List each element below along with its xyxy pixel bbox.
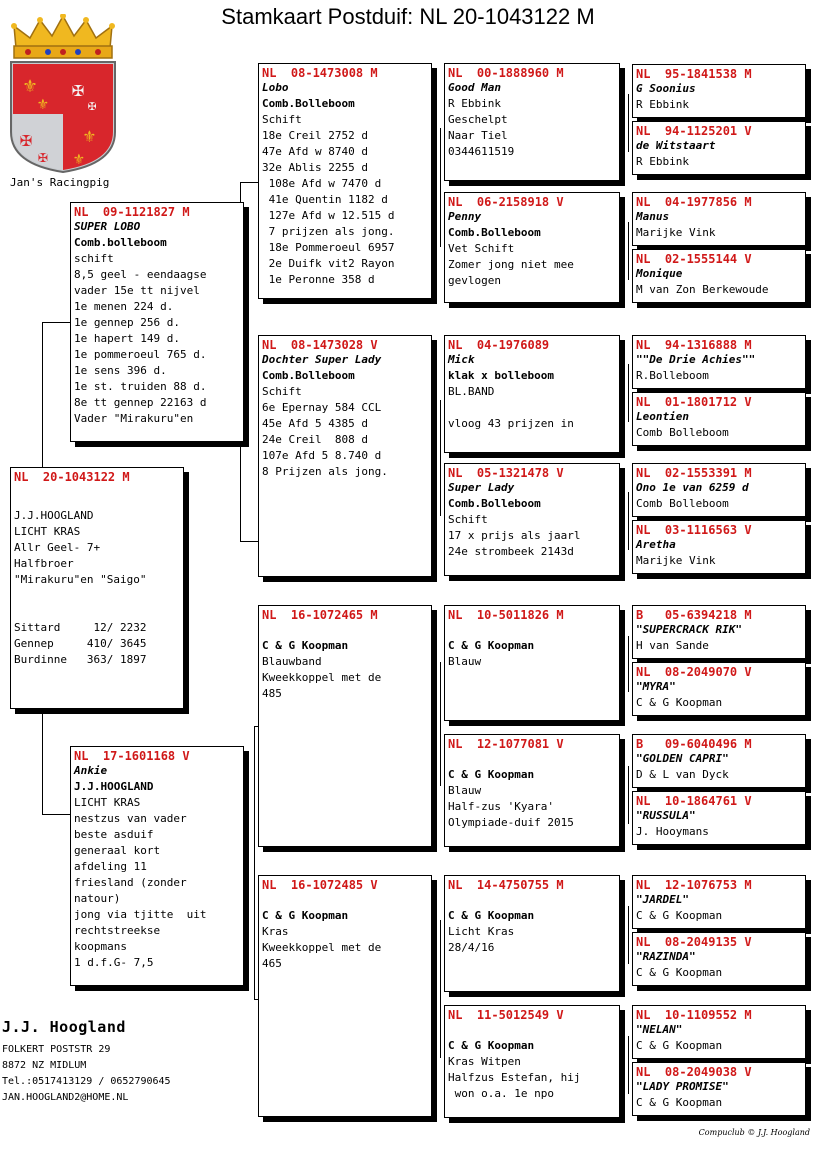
pigeon-name xyxy=(448,622,616,638)
pigeon-name: G Soonius xyxy=(636,82,696,95)
pigeon-owner: Comb.Bolleboom xyxy=(448,226,541,239)
ring-number: NL 10-1864761 V xyxy=(636,794,752,808)
card-line: 108e Afd w 7470 d xyxy=(262,177,382,190)
card-line: 0344611519 xyxy=(448,145,515,158)
pigeon-card-g14[interactable] xyxy=(632,932,806,986)
card-line: 18e Creil 2752 d xyxy=(262,129,368,142)
shield-icon xyxy=(11,62,115,172)
pigeon-card-g12[interactable] xyxy=(632,791,806,845)
address-line: FOLKERT POSTSTR 29 xyxy=(2,1044,111,1055)
card-line: BL.BAND xyxy=(448,385,495,398)
ring-number: NL 94-1125201 V xyxy=(636,124,752,138)
card-line: 8 Prijzen als jong. xyxy=(262,465,388,478)
pigeon-card-g15[interactable] xyxy=(632,1005,806,1059)
connector-line xyxy=(42,322,70,323)
pigeon-card-g7[interactable] xyxy=(632,463,806,517)
crest-icon xyxy=(8,14,118,174)
card-line: "Mirakuru"en "Saigo" xyxy=(14,573,147,586)
card-line: 1 d.f.G- 7,5 xyxy=(74,956,154,969)
ring-number: NL 20-1043122 M xyxy=(14,470,130,484)
ring-number: NL 17-1601168 V xyxy=(74,749,190,763)
pigeon-card-g4[interactable] xyxy=(632,249,806,303)
pigeon-name: "MYRA" xyxy=(636,680,676,693)
card-line: Burdinne 363/ 1897 xyxy=(14,653,147,666)
pigeon-card-mmf[interactable] xyxy=(444,875,620,992)
pigeon-owner: R.Bolleboom xyxy=(636,369,709,382)
card-line: natour) xyxy=(74,892,121,905)
connector-line xyxy=(628,364,629,422)
ring-number: NL 05-1321478 V xyxy=(448,466,564,480)
connector-line xyxy=(254,726,255,1000)
connector-line xyxy=(440,400,441,516)
card-line: Kweekkoppel met de xyxy=(262,671,382,684)
connector-line xyxy=(440,920,441,1058)
ring-number: NL 03-1116563 V xyxy=(636,523,752,537)
email-line[interactable]: JAN.HOOGLAND2@HOME.NL xyxy=(2,1092,129,1103)
pigeon-card-fm[interactable] xyxy=(258,335,432,577)
connector-line xyxy=(42,322,43,468)
pigeon-name xyxy=(262,892,428,908)
phone-line: Tel.:0517413129 / 0652790645 xyxy=(2,1076,171,1087)
card-line: vader 15e tt nijvel xyxy=(74,284,200,297)
pigeon-owner: Comb.Bolleboom xyxy=(262,369,355,382)
ring-number: NL 02-1553391 M xyxy=(636,466,752,480)
card-lines xyxy=(262,924,428,972)
card-line: 1e st. truiden 88 d. xyxy=(74,380,207,393)
card-lines xyxy=(262,654,428,702)
pigeon-card-ffm[interactable] xyxy=(444,192,620,303)
pigeon-owner: C & G Koopman xyxy=(448,768,535,781)
ring-number: NL 08-2049135 V xyxy=(636,935,752,949)
pigeon-card-father[interactable] xyxy=(70,202,244,442)
pigeon-card-subject[interactable] xyxy=(10,467,184,709)
pigeon-owner: D & L van Dyck xyxy=(636,768,729,781)
card-line: 18e Pommeroeul 6957 xyxy=(262,241,395,254)
pigeon-owner: Marijke Vink xyxy=(636,554,716,567)
card-line: 1e menen 224 d. xyxy=(74,300,174,313)
pigeon-card-g5[interactable] xyxy=(632,335,806,389)
pigeon-card-mf[interactable] xyxy=(258,605,432,847)
card-lines xyxy=(448,654,616,670)
card-line: gevlogen xyxy=(448,274,501,287)
crown-icon xyxy=(11,14,115,58)
pigeon-owner: M van Zon Berkewoude xyxy=(636,283,769,296)
pigeon-owner: R Ebbink xyxy=(448,97,501,110)
ring-number: NL 06-2158918 V xyxy=(448,195,564,209)
pigeon-card-g10[interactable] xyxy=(632,662,806,716)
svg-text:✠: ✠ xyxy=(72,77,85,101)
pigeon-card-g9[interactable] xyxy=(632,605,806,659)
ring-number: NL 12-1077081 V xyxy=(448,737,564,751)
pigeon-card-g13[interactable] xyxy=(632,875,806,929)
pigeon-card-g1[interactable] xyxy=(632,64,806,118)
card-line: generaal kort xyxy=(74,844,161,857)
ring-number: NL 08-2049070 V xyxy=(636,665,752,679)
pigeon-owner: H van Sande xyxy=(636,639,709,652)
ring-number: NL 04-1977856 M xyxy=(636,195,752,209)
pigeon-name: ""De Drie Achies"" xyxy=(636,353,756,366)
pigeon-name: Lobo xyxy=(262,81,289,94)
pigeon-name: Ono 1e van 6259 d xyxy=(636,481,749,494)
svg-text:✠: ✠ xyxy=(20,127,33,151)
card-line: 8e tt gennep 22163 d xyxy=(74,396,207,409)
pigeon-card-g11[interactable] xyxy=(632,734,806,788)
pigeon-owner: J. Hooymans xyxy=(636,825,709,838)
pigeon-owner: J.J.HOOGLAND xyxy=(74,780,154,793)
connector-line xyxy=(42,814,70,815)
ring-number: NL 14-4750755 M xyxy=(448,878,564,892)
card-line: Vet Schift xyxy=(448,242,515,255)
pigeon-name xyxy=(448,1022,616,1038)
pigeon-owner: Marijke Vink xyxy=(636,226,716,239)
card-line: 2e Duifk vit2 Rayon xyxy=(262,257,395,270)
ring-number: NL 02-1555144 V xyxy=(636,252,752,266)
card-line: 1e gennep 256 d. xyxy=(74,316,180,329)
pigeon-owner: C & G Koopman xyxy=(636,696,723,709)
pigeon-name: "RUSSULA" xyxy=(636,809,696,822)
connector-line xyxy=(42,712,43,814)
card-line: vloog 43 prijzen in xyxy=(448,417,574,430)
card-line: nestzus van vader xyxy=(74,812,187,825)
svg-text:⚜: ⚜ xyxy=(84,126,95,147)
card-lines xyxy=(448,924,616,956)
card-line: friesland (zonder xyxy=(74,876,187,889)
pigeon-name: Ankie xyxy=(74,764,108,777)
ring-number: NL 08-1473028 V xyxy=(262,338,378,352)
owner-name: J.J. Hoogland xyxy=(2,1018,126,1036)
pigeon-card-fff[interactable] xyxy=(444,63,620,181)
card-line: Kras Witpen xyxy=(448,1055,521,1068)
pigeon-name: de Witstaart xyxy=(636,139,716,152)
pigeon-owner: C & G Koopman xyxy=(636,1039,723,1052)
card-line: beste asduif xyxy=(74,828,154,841)
card-line: J.J.HOOGLAND xyxy=(14,509,94,522)
owner-address xyxy=(2,1042,171,1106)
ring-number: NL 08-2049038 V xyxy=(636,1065,752,1079)
ring-number: NL 94-1316888 M xyxy=(636,338,752,352)
card-line xyxy=(14,588,180,604)
pigeon-card-g6[interactable] xyxy=(632,392,806,446)
card-line: Kweekkoppel met de xyxy=(262,941,382,954)
pigeon-name: "NELAN" xyxy=(636,1023,683,1036)
card-lines xyxy=(262,384,428,480)
card-line: 107e Afd 5 8.740 d xyxy=(262,449,382,462)
connector-line xyxy=(628,492,629,550)
connector-line xyxy=(240,541,258,542)
card-line: Blauwband xyxy=(262,655,322,668)
ring-number: NL 04-1976089 xyxy=(448,338,550,352)
card-line: Geschelpt xyxy=(448,113,508,126)
card-lines xyxy=(448,512,616,560)
card-lines xyxy=(74,251,240,427)
pigeon-owner: klak x bolleboom xyxy=(448,369,554,382)
card-line: Vader "Mirakuru"en xyxy=(74,412,194,425)
pigeon-name: Good Man xyxy=(448,81,501,94)
card-line: 485 xyxy=(262,687,282,700)
pigeon-card-g16[interactable] xyxy=(632,1062,806,1116)
connector-line xyxy=(628,94,629,152)
card-line: afdeling 11 xyxy=(74,860,147,873)
card-line xyxy=(448,400,616,416)
ring-number: B 09-6040496 M xyxy=(636,737,752,751)
pigeon-owner: C & G Koopman xyxy=(262,639,349,652)
connector-line xyxy=(440,662,441,786)
card-line: Olympiade-duif 2015 xyxy=(448,816,574,829)
pigeon-name: "SUPERCRACK RIK" xyxy=(636,623,742,636)
card-lines xyxy=(14,492,180,668)
pigeon-owner: C & G Koopman xyxy=(262,909,349,922)
ring-number: B 05-6394218 M xyxy=(636,608,752,622)
pigeon-owner: R Ebbink xyxy=(636,155,689,168)
card-line: Kras xyxy=(262,925,289,938)
svg-text:⚜: ⚜ xyxy=(24,73,37,97)
page-title: Stamkaart Postduif: NL 20-1043122 M xyxy=(221,4,595,29)
card-line: Blauw xyxy=(448,655,482,668)
address-line: 8872 NZ MIDLUM xyxy=(2,1060,87,1071)
card-line: jong via tjitte uit xyxy=(74,908,207,921)
card-lines xyxy=(448,1054,616,1102)
card-line: Allr Geel- 7+ xyxy=(14,541,101,554)
pigeon-name: Monique xyxy=(636,267,683,280)
pigeon-name: "JARDEL" xyxy=(636,893,689,906)
ring-number: NL 12-1076753 M xyxy=(636,878,752,892)
pigeon-owner: Comb.Bolleboom xyxy=(262,97,355,110)
card-line: 17 x prijs als jaarl xyxy=(448,529,581,542)
pigeon-name xyxy=(448,751,616,767)
card-line: Sittard 12/ 2232 xyxy=(14,621,147,634)
svg-text:⚜: ⚜ xyxy=(38,94,48,113)
pigeon-name: Super Lady xyxy=(448,481,515,494)
pigeon-name: "GOLDEN CAPRI" xyxy=(636,752,729,765)
svg-text:⚜: ⚜ xyxy=(74,149,84,168)
card-lines xyxy=(262,112,428,288)
ring-number: NL 16-1072465 M xyxy=(262,608,378,622)
pigeon-card-mmm[interactable] xyxy=(444,1005,620,1118)
card-line: Halfbroer xyxy=(14,557,74,570)
card-line: LICHT KRAS xyxy=(14,525,81,538)
card-line: 1e sens 396 d. xyxy=(74,364,167,377)
club-name: Jan's Racingpig xyxy=(10,176,110,189)
pigeon-owner: C & G Koopman xyxy=(448,639,535,652)
ring-number: NL 01-1801712 V xyxy=(636,395,752,409)
card-line: 1e hapert 149 d. xyxy=(74,332,180,345)
svg-text:✠: ✠ xyxy=(38,147,48,166)
pigeon-name: Penny xyxy=(448,210,482,223)
pigeon-name: Mick xyxy=(448,353,475,366)
pigeon-name: Leontien xyxy=(636,410,689,423)
ring-number: NL 95-1841538 M xyxy=(636,67,752,81)
pigeon-card-ff[interactable] xyxy=(258,63,432,299)
pigeon-name xyxy=(262,622,428,638)
pigeon-owner: R Ebbink xyxy=(636,98,689,111)
pigeon-owner: C & G Koopman xyxy=(636,966,723,979)
card-line: koopmans xyxy=(74,940,127,953)
pigeon-card-mother[interactable] xyxy=(70,746,244,986)
pigeon-owner: C & G Koopman xyxy=(636,909,723,922)
pigeon-name: Aretha xyxy=(636,538,676,551)
pigeon-card-mff[interactable] xyxy=(444,605,620,721)
pigeon-card-fmm[interactable] xyxy=(444,463,620,576)
card-lines xyxy=(448,241,616,289)
pigeon-owner: Comb.bolleboom xyxy=(74,236,167,249)
pigeon-card-fmf[interactable] xyxy=(444,335,620,453)
card-line: schift xyxy=(74,252,114,265)
pigeon-owner: Comb Bolleboom xyxy=(636,497,729,510)
card-line xyxy=(14,492,180,508)
connector-line xyxy=(628,636,629,692)
card-line: Licht Kras xyxy=(448,925,515,938)
card-line: Schift xyxy=(262,113,302,126)
card-line: 127e Afd w 12.515 d xyxy=(262,209,395,222)
connector-line xyxy=(440,128,441,247)
pigeon-name: SUPER LOBO xyxy=(74,220,141,233)
card-lines xyxy=(448,112,616,160)
card-line: 24e strombeek 2143d xyxy=(448,545,574,558)
card-line: 47e Afd w 8740 d xyxy=(262,145,368,158)
card-line: 28/4/16 xyxy=(448,941,495,954)
ring-number: NL 09-1121827 M xyxy=(74,205,190,219)
card-line: Gennep 410/ 3645 xyxy=(14,637,147,650)
card-line: 465 xyxy=(262,957,282,970)
card-line: 6e Epernay 584 CCL xyxy=(262,401,382,414)
connector-line xyxy=(628,906,629,964)
pigeon-card-mm[interactable] xyxy=(258,875,432,1117)
card-line: 1e Peronne 358 d xyxy=(262,273,375,286)
pigeon-card-mfm[interactable] xyxy=(444,734,620,847)
connector-line xyxy=(628,222,629,280)
pigeon-name: "RAZINDA" xyxy=(636,950,696,963)
connector-line xyxy=(628,1036,629,1094)
card-line: 45e Afd 5 4385 d xyxy=(262,417,368,430)
pigeon-card-g8[interactable] xyxy=(632,520,806,574)
footer-credit: Compuclub © J.J. Hoogland xyxy=(698,1128,810,1137)
pigeon-name: Dochter Super Lady xyxy=(262,353,382,366)
card-lines xyxy=(448,384,616,432)
card-line: LICHT KRAS xyxy=(74,796,141,809)
card-lines xyxy=(74,795,240,971)
pigeon-owner: C & G Koopman xyxy=(636,1096,723,1109)
card-line: rechtstreekse xyxy=(74,924,161,937)
pigeon-name xyxy=(448,892,616,908)
ring-number: NL 00-1888960 M xyxy=(448,66,564,80)
card-line: Schift xyxy=(262,385,302,398)
card-line: Blauw xyxy=(448,784,482,797)
pigeon-owner: C & G Koopman xyxy=(448,909,535,922)
ring-number: NL 10-1109552 M xyxy=(636,1008,752,1022)
pigeon-name: Manus xyxy=(636,210,670,223)
pigeon-card-g2[interactable] xyxy=(632,121,806,175)
card-line: Naar Tiel xyxy=(448,129,508,142)
ring-number: NL 16-1072485 V xyxy=(262,878,378,892)
card-line: 8,5 geel - eendaagse xyxy=(74,268,207,281)
card-line: Schift xyxy=(448,513,488,526)
pigeon-owner: Comb Bolleboom xyxy=(636,426,729,439)
connector-line xyxy=(628,766,629,824)
card-line: 1e pommeroeul 765 d. xyxy=(74,348,207,361)
connector-line xyxy=(240,182,258,183)
card-line xyxy=(14,604,180,620)
card-line: Halfzus Estefan, hij xyxy=(448,1071,581,1084)
pigeon-card-g3[interactable] xyxy=(632,192,806,246)
pigeon-owner: Comb.Bolleboom xyxy=(448,497,541,510)
ring-number: NL 08-1473008 M xyxy=(262,66,378,80)
card-line: 32e Ablis 2255 d xyxy=(262,161,368,174)
card-line: Zomer jong niet mee xyxy=(448,258,574,271)
pigeon-owner: C & G Koopman xyxy=(448,1039,535,1052)
card-line: won o.a. 1e npo xyxy=(448,1087,554,1100)
card-line: Half-zus 'Kyara' xyxy=(448,800,554,813)
ring-number: NL 11-5012549 V xyxy=(448,1008,564,1022)
card-lines xyxy=(448,783,616,831)
svg-text:✠: ✠ xyxy=(88,98,97,114)
card-line: 7 prijzen als jong. xyxy=(262,225,395,238)
card-line: 41e Quentin 1182 d xyxy=(262,193,388,206)
pigeon-name: "LADY PROMISE" xyxy=(636,1080,729,1093)
card-line: 24e Creil 808 d xyxy=(262,433,368,446)
ring-number: NL 10-5011826 M xyxy=(448,608,564,622)
